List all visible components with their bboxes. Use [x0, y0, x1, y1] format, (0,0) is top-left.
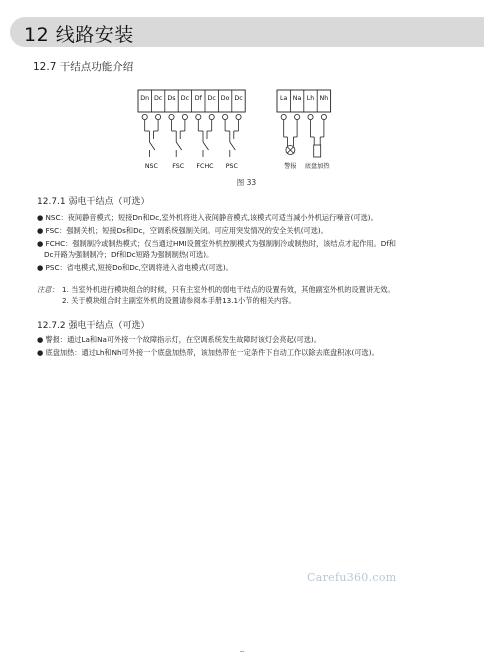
strong-terminal-label: Nh — [319, 95, 329, 102]
weak-item-fchc-cont: Dc开路为强制制冷；Df和Dc短路为强制制热(可选)。 — [44, 250, 214, 259]
weak-terminal-screw — [236, 114, 241, 119]
weak-terminal-screw — [196, 114, 201, 119]
switch-label: FSC — [172, 163, 185, 170]
strong-item-heater: ● 底盘加热：通过Lh和Nh可外接一个底盘加热带，该加热带在一定条件下自动工作以除去底盘积冰(可选)。 — [37, 348, 379, 357]
weak-terminal-screw — [169, 114, 174, 119]
weak-item-psc: ● PSC：省电模式,短接Do和Dc,空调将进入省电模式(可选)。 — [37, 263, 233, 272]
weak-terminal-label: Dc — [153, 95, 163, 102]
switch-blade — [230, 142, 236, 150]
strong-terminal-label: Na — [292, 95, 302, 102]
device-label: 警报 — [284, 163, 297, 170]
strong-section-title: 12.7.2 强电干结点（可选） — [37, 321, 150, 331]
weak-terminal-label: Ds — [167, 95, 176, 102]
strong-item-alarm: ● 警报：通过La和Na可外接一个故障指示灯，在空调系统发生故障时该灯会亮起(可选)。 — [37, 335, 321, 344]
strong-terminal-screw — [321, 114, 326, 119]
weak-item-nsc: ● NSC：夜间静音模式；短接Dn和Dc,室外机将进入夜间静音模式,该模式可适当减小外机运行噪音(可选)。 — [37, 213, 378, 222]
switch-label: NSC — [144, 163, 158, 170]
switch-blade — [176, 142, 182, 150]
weak-item-fchc: ● FCHC：强制制冷或制热模式；仅当通过HMI设置室外机控制模式为强制制冷或制热时，该结点才起作用。Df和 — [37, 239, 396, 248]
switch-blade — [203, 142, 209, 150]
switch-label: PSC — [225, 163, 238, 170]
note-line-2: 2. 关于模块组合时主副室外机的设置请参阅本手册13.1小节的相关内容。 — [62, 296, 296, 305]
weak-terminal-label: Dc — [234, 95, 243, 102]
strong-terminal-screw — [295, 114, 300, 119]
note-label: 注意： — [37, 285, 59, 294]
watermark: Carefu360.com — [307, 571, 397, 584]
weak-terminal-screw — [156, 114, 161, 119]
weak-terminal-label: Dc — [207, 95, 216, 102]
weak-item-fsc: ● FSC：强制关机；短接Ds和Dc，空调系统强制关闭。可应用突发情况的安全关机(可选)。 — [37, 226, 328, 235]
strong-terminal-screw — [308, 114, 313, 119]
weak-terminal-screw — [209, 114, 214, 119]
figure-caption: 图 33 — [236, 178, 257, 187]
page-number: -- — [240, 648, 245, 655]
switch-label: FCHC — [196, 163, 214, 170]
weak-terminal-label: Dn — [140, 95, 150, 102]
weak-terminal-screw — [182, 114, 187, 119]
weak-section-title: 12.7.1 弱电干结点（可选） — [37, 197, 150, 207]
section-title: 12.7 干结点功能介绍 — [33, 61, 134, 73]
strong-terminal-label: La — [280, 95, 288, 102]
device-label: 底盘加热 — [304, 163, 330, 170]
weak-terminal-label: Df — [194, 95, 202, 102]
weak-terminal-label: Dc — [180, 95, 190, 102]
weak-terminal-label: Do — [220, 95, 230, 102]
chapter-title: 12 线路安装 — [24, 24, 134, 46]
dry-contact-diagram — [0, 0, 493, 200]
strong-terminal-label: Lh — [306, 95, 315, 102]
heater-icon — [314, 145, 321, 157]
weak-terminal-screw — [223, 114, 228, 119]
strong-terminal-screw — [281, 114, 286, 119]
switch-blade — [149, 142, 155, 150]
note-line-1: 1. 当室外机进行模块组合的时候，只有主室外机的弱电干结点的设置有效，其他副室外机的设置讲无效。 — [62, 285, 395, 294]
weak-terminal-screw — [142, 114, 147, 119]
